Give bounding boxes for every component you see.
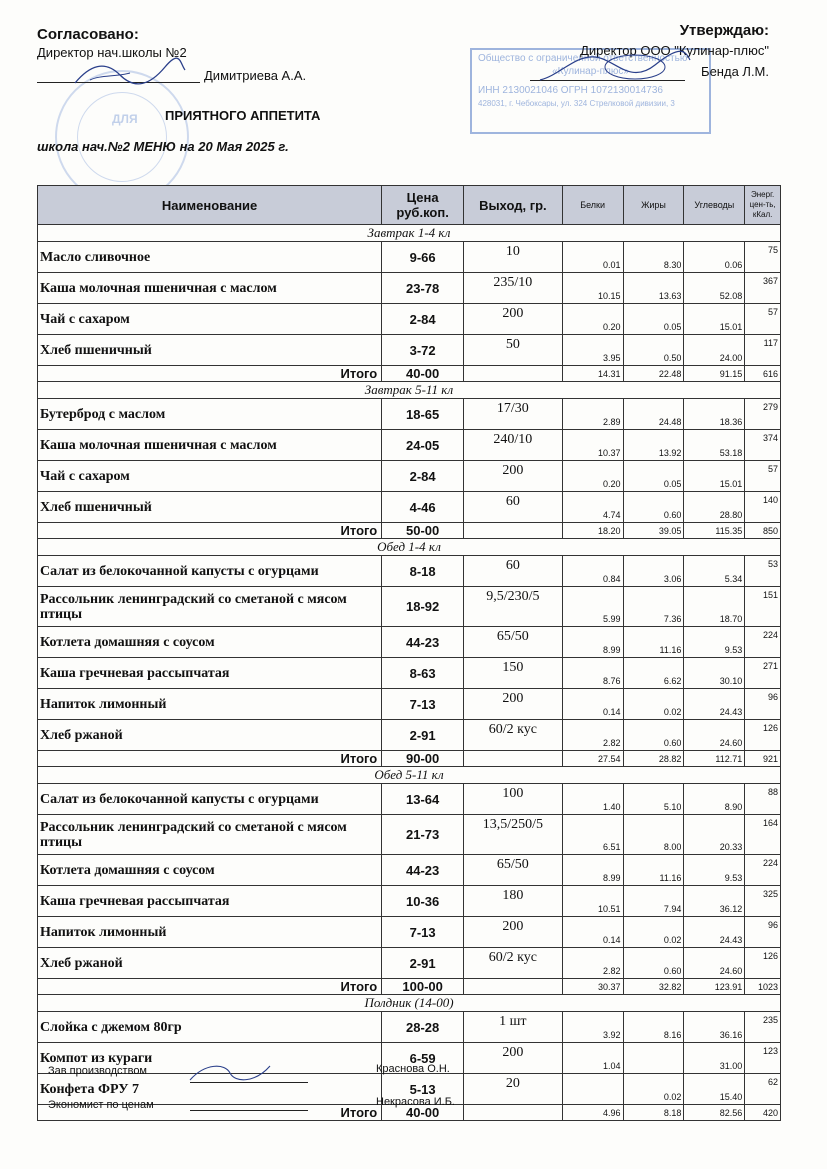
- total-kcal: 1023: [745, 979, 781, 995]
- dish-fat: 0.60: [623, 720, 684, 751]
- dish-fat: 3.06: [623, 556, 684, 587]
- dish-price: 10-36: [382, 886, 464, 917]
- total-carbs: 123.91: [684, 979, 745, 995]
- section-row: [38, 539, 781, 556]
- dish-carbs: 52.08: [684, 273, 745, 304]
- dish-protein: 2.82: [562, 720, 623, 751]
- dish-kcal: 96: [745, 917, 781, 948]
- total-price: 40-00: [382, 366, 464, 382]
- dish-yield: 200: [464, 461, 563, 492]
- table-row: [38, 627, 781, 658]
- dish-carbs: 15.40: [684, 1074, 745, 1105]
- total-label: Итого: [38, 523, 382, 539]
- dish-protein: 3.92: [562, 1012, 623, 1043]
- total-label: Итого: [38, 751, 382, 767]
- dish-protein: 6.51: [562, 815, 623, 855]
- section-row: [38, 767, 781, 784]
- production-label: Зав производством: [48, 1065, 147, 1077]
- total-price: 90-00: [382, 751, 464, 767]
- dish-kcal: 279: [745, 399, 781, 430]
- dish-price: 18-65: [382, 399, 464, 430]
- dish-yield: 200: [464, 917, 563, 948]
- total-kcal: 616: [745, 366, 781, 382]
- dish-price: 44-23: [382, 855, 464, 886]
- dish-fat: 0.02: [623, 689, 684, 720]
- dish-fat: 0.50: [623, 335, 684, 366]
- dish-carbs: 53.18: [684, 430, 745, 461]
- table-row: [38, 886, 781, 917]
- dish-carbs: 24.00: [684, 335, 745, 366]
- dish-fat: 0.05: [623, 461, 684, 492]
- total-carbs: 91.15: [684, 366, 745, 382]
- left-signature-icon: [70, 55, 190, 90]
- dish-price: 9-66: [382, 242, 464, 273]
- approve-label: Утверждаю:: [679, 22, 769, 39]
- dish-name: Рассольник ленинградский со сметаной с мясом птицы: [38, 587, 382, 627]
- right-signer: Бенда Л.М.: [701, 64, 769, 79]
- total-yield-empty: [464, 979, 563, 995]
- dish-protein: 1.04: [562, 1043, 623, 1074]
- dish-kcal: 164: [745, 815, 781, 855]
- dish-carbs: 9.53: [684, 855, 745, 886]
- dish-yield: 60/2 кус: [464, 948, 563, 979]
- dish-yield: 60/2 кус: [464, 720, 563, 751]
- dish-yield: 200: [464, 1043, 563, 1074]
- dish-yield: 180: [464, 886, 563, 917]
- dish-carbs: 24.43: [684, 689, 745, 720]
- dish-carbs: 15.01: [684, 461, 745, 492]
- dish-price: 28-28: [382, 1012, 464, 1043]
- dish-yield: 240/10: [464, 430, 563, 461]
- dish-price: 5-13: [382, 1074, 464, 1105]
- dish-yield: 20: [464, 1074, 563, 1105]
- dish-kcal: 367: [745, 273, 781, 304]
- dish-yield: 100: [464, 784, 563, 815]
- dish-kcal: 123: [745, 1043, 781, 1074]
- table-header-row: [38, 186, 781, 225]
- col-carbs-header: Углеводы: [684, 186, 745, 225]
- table-row: [38, 587, 781, 627]
- menu-body: [38, 225, 781, 1121]
- total-yield-empty: [464, 1105, 563, 1121]
- dish-yield: 60: [464, 492, 563, 523]
- dish-carbs: 36.16: [684, 1012, 745, 1043]
- dish-carbs: 18.36: [684, 399, 745, 430]
- round-stamp-text: ДЛЯ: [112, 112, 138, 126]
- dish-fat: 7.94: [623, 886, 684, 917]
- dish-protein: 0.84: [562, 556, 623, 587]
- dish-protein: 0.20: [562, 304, 623, 335]
- dish-yield: 65/50: [464, 855, 563, 886]
- table-row: [38, 784, 781, 815]
- dish-carbs: 20.33: [684, 815, 745, 855]
- dish-protein: 10.15: [562, 273, 623, 304]
- menu-subtitle: школа нач.№2 МЕНЮ на 20 Мая 2025 г.: [37, 139, 289, 154]
- dish-carbs: 15.01: [684, 304, 745, 335]
- dish-name: Каша гречневая рассыпчатая: [38, 658, 382, 689]
- total-protein: 14.31: [562, 366, 623, 382]
- table-row: [38, 815, 781, 855]
- dish-price: 13-64: [382, 784, 464, 815]
- table-row: [38, 689, 781, 720]
- dish-kcal: 53: [745, 556, 781, 587]
- total-row: [38, 979, 781, 995]
- col-yield-header: Выход, гр.: [464, 186, 563, 225]
- dish-name: Хлеб ржаной: [38, 948, 382, 979]
- dish-protein: 2.82: [562, 948, 623, 979]
- dish-price: 7-13: [382, 917, 464, 948]
- dish-name: Хлеб пшеничный: [38, 492, 382, 523]
- dish-price: 3-72: [382, 335, 464, 366]
- dish-fat: 5.10: [623, 784, 684, 815]
- right-position: Директор ООО "Кулинар-плюс": [580, 43, 769, 58]
- dish-protein: 5.99: [562, 587, 623, 627]
- dish-price: 21-73: [382, 815, 464, 855]
- dish-yield: 235/10: [464, 273, 563, 304]
- total-kcal: 850: [745, 523, 781, 539]
- table-row: [38, 461, 781, 492]
- dish-price: 2-91: [382, 948, 464, 979]
- dish-protein: 8.99: [562, 855, 623, 886]
- section-title: Завтрак 1-4 кл: [38, 225, 781, 242]
- dish-fat: 0.05: [623, 304, 684, 335]
- dish-protein: 0.14: [562, 689, 623, 720]
- total-fat: 28.82: [623, 751, 684, 767]
- dish-name: Салат из белокочанной капусты с огурцами: [38, 784, 382, 815]
- stamp-line-1: Общество с ограниченной ответственностью: [478, 53, 688, 64]
- dish-kcal: 325: [745, 886, 781, 917]
- section-row: [38, 382, 781, 399]
- economist-signer: Некрасова И.Б.: [376, 1096, 455, 1108]
- dish-price: 8-18: [382, 556, 464, 587]
- dish-kcal: 235: [745, 1012, 781, 1043]
- dish-price: 6-59: [382, 1043, 464, 1074]
- dish-kcal: 126: [745, 948, 781, 979]
- dish-name: Напиток лимонный: [38, 689, 382, 720]
- dish-fat: [623, 1043, 684, 1074]
- stamp-line-2: «Кулинар-плюс»: [552, 66, 629, 77]
- dish-name: Конфета ФРУ 7: [38, 1074, 382, 1105]
- dish-name: Хлеб ржаной: [38, 720, 382, 751]
- economist-signature-line: [190, 1110, 308, 1111]
- total-row: [38, 523, 781, 539]
- dish-fat: 7.36: [623, 587, 684, 627]
- total-yield-empty: [464, 366, 563, 382]
- dish-price: 7-13: [382, 689, 464, 720]
- total-label: Итого: [38, 979, 382, 995]
- dish-kcal: 126: [745, 720, 781, 751]
- dish-price: 2-84: [382, 304, 464, 335]
- wish-text: ПРИЯТНОГО АППЕТИТА: [165, 108, 321, 123]
- table-row: [38, 556, 781, 587]
- dish-kcal: 62: [745, 1074, 781, 1105]
- dish-fat: 8.30: [623, 242, 684, 273]
- dish-fat: 24.48: [623, 399, 684, 430]
- dish-carbs: 18.70: [684, 587, 745, 627]
- dish-carbs: 24.60: [684, 948, 745, 979]
- dish-yield: 13,5/250/5: [464, 815, 563, 855]
- dish-yield: 60: [464, 556, 563, 587]
- dish-protein: 0.14: [562, 917, 623, 948]
- dish-name: Чай с сахаром: [38, 461, 382, 492]
- total-label: Итого: [38, 1105, 382, 1121]
- dish-carbs: 36.12: [684, 886, 745, 917]
- table-row: [38, 273, 781, 304]
- dish-carbs: 8.90: [684, 784, 745, 815]
- dish-kcal: 140: [745, 492, 781, 523]
- section-title: Обед 5-11 кл: [38, 767, 781, 784]
- dish-protein: 0.20: [562, 461, 623, 492]
- dish-kcal: 75: [745, 242, 781, 273]
- dish-fat: 8.16: [623, 1012, 684, 1043]
- dish-name: Каша молочная пшеничная с маслом: [38, 430, 382, 461]
- total-kcal: 420: [745, 1105, 781, 1121]
- dish-yield: 1 шт: [464, 1012, 563, 1043]
- table-row: [38, 304, 781, 335]
- dish-carbs: 5.34: [684, 556, 745, 587]
- dish-protein: 8.76: [562, 658, 623, 689]
- dish-price: 2-91: [382, 720, 464, 751]
- dish-fat: 13.63: [623, 273, 684, 304]
- dish-fat: 0.60: [623, 948, 684, 979]
- dish-yield: 17/30: [464, 399, 563, 430]
- total-row: [38, 366, 781, 382]
- dish-protein: 8.99: [562, 627, 623, 658]
- dish-kcal: 374: [745, 430, 781, 461]
- menu-table: [37, 185, 781, 1121]
- dish-protein: 3.95: [562, 335, 623, 366]
- dish-fat: 0.02: [623, 917, 684, 948]
- table-row: [38, 492, 781, 523]
- dish-protein: 10.51: [562, 886, 623, 917]
- dish-protein: 10.37: [562, 430, 623, 461]
- dish-protein: 4.74: [562, 492, 623, 523]
- dish-yield: 65/50: [464, 627, 563, 658]
- dish-yield: 200: [464, 689, 563, 720]
- stamp-line-3: ИНН 2130021046 ОГРН 1072130014736: [478, 85, 663, 96]
- total-protein: 27.54: [562, 751, 623, 767]
- dish-fat: 11.16: [623, 855, 684, 886]
- table-row: [38, 399, 781, 430]
- dish-fat: 0.60: [623, 492, 684, 523]
- total-price: 50-00: [382, 523, 464, 539]
- section-title: Обед 1-4 кл: [38, 539, 781, 556]
- dish-kcal: 271: [745, 658, 781, 689]
- dish-protein: 1.40: [562, 784, 623, 815]
- total-yield-empty: [464, 751, 563, 767]
- dish-yield: 200: [464, 304, 563, 335]
- dish-name: Чай с сахаром: [38, 304, 382, 335]
- table-row: [38, 658, 781, 689]
- dish-carbs: 28.80: [684, 492, 745, 523]
- dish-protein: 2.89: [562, 399, 623, 430]
- dish-name: Котлета домашняя с соусом: [38, 855, 382, 886]
- economist-label: Экономист по ценам: [48, 1099, 154, 1111]
- col-name-header: Наименование: [38, 186, 382, 225]
- dish-fat: 6.62: [623, 658, 684, 689]
- table-row: [38, 1012, 781, 1043]
- total-row: [38, 751, 781, 767]
- total-price: 40-00: [382, 1105, 464, 1121]
- dish-fat: 0.02: [623, 1074, 684, 1105]
- dish-name: Хлеб пшеничный: [38, 335, 382, 366]
- dish-kcal: 224: [745, 627, 781, 658]
- dish-carbs: 9.53: [684, 627, 745, 658]
- total-yield-empty: [464, 523, 563, 539]
- total-fat: 39.05: [623, 523, 684, 539]
- section-title: Полдник (14-00): [38, 995, 781, 1012]
- dish-name: Каша гречневая рассыпчатая: [38, 886, 382, 917]
- total-price: 100-00: [382, 979, 464, 995]
- table-row: [38, 720, 781, 751]
- dish-protein: [562, 1074, 623, 1105]
- col-fat-header: Жиры: [623, 186, 684, 225]
- col-energy-header: Энерг. цен-ть, кКал.: [745, 186, 781, 225]
- dish-kcal: 88: [745, 784, 781, 815]
- dish-carbs: 31.00: [684, 1043, 745, 1074]
- section-title: Завтрак 5-11 кл: [38, 382, 781, 399]
- production-signer: Краснова О.Н.: [376, 1063, 450, 1075]
- total-carbs: 82.56: [684, 1105, 745, 1121]
- left-position: Директор нач.школы №2: [37, 45, 187, 60]
- dish-price: 44-23: [382, 627, 464, 658]
- dish-kcal: 151: [745, 587, 781, 627]
- dish-yield: 50: [464, 335, 563, 366]
- total-kcal: 921: [745, 751, 781, 767]
- dish-price: 8-63: [382, 658, 464, 689]
- total-label: Итого: [38, 366, 382, 382]
- left-signer: Димитриева А.А.: [204, 68, 307, 83]
- round-stamp: [55, 70, 189, 204]
- table-row: [38, 855, 781, 886]
- dish-name: Напиток лимонный: [38, 917, 382, 948]
- dish-kcal: 96: [745, 689, 781, 720]
- table-row: [38, 430, 781, 461]
- col-protein-header: Белки: [562, 186, 623, 225]
- dish-kcal: 224: [745, 855, 781, 886]
- dish-fat: 11.16: [623, 627, 684, 658]
- dish-kcal: 57: [745, 304, 781, 335]
- total-protein: 18.20: [562, 523, 623, 539]
- dish-name: Слойка с джемом 80гр: [38, 1012, 382, 1043]
- dish-name: Компот из кураги: [38, 1043, 382, 1074]
- dish-carbs: 24.43: [684, 917, 745, 948]
- dish-name: Каша молочная пшеничная с маслом: [38, 273, 382, 304]
- agreed-label: Согласовано:: [37, 26, 139, 43]
- table-row: [38, 335, 781, 366]
- total-fat: 32.82: [623, 979, 684, 995]
- dish-price: 23-78: [382, 273, 464, 304]
- dish-price: 18-92: [382, 587, 464, 627]
- dish-name: Котлета домашняя с соусом: [38, 627, 382, 658]
- dish-name: Масло сливочное: [38, 242, 382, 273]
- dish-yield: 10: [464, 242, 563, 273]
- dish-kcal: 57: [745, 461, 781, 492]
- table-row: [38, 917, 781, 948]
- right-signature-icon: [535, 45, 695, 90]
- section-row: [38, 995, 781, 1012]
- dish-price: 24-05: [382, 430, 464, 461]
- dish-price: 2-84: [382, 461, 464, 492]
- dish-fat: 8.00: [623, 815, 684, 855]
- dish-carbs: 0.06: [684, 242, 745, 273]
- dish-carbs: 30.10: [684, 658, 745, 689]
- section-row: [38, 225, 781, 242]
- table-row: [38, 242, 781, 273]
- dish-fat: 13.92: [623, 430, 684, 461]
- total-protein: 30.37: [562, 979, 623, 995]
- stamp-line-4: 428031, г. Чебоксары, ул. 324 Стрелковой дивизии, 3: [478, 99, 675, 108]
- dish-kcal: 117: [745, 335, 781, 366]
- dish-protein: 0.01: [562, 242, 623, 273]
- total-fat: 8.18: [623, 1105, 684, 1121]
- dish-yield: 9,5/230/5: [464, 587, 563, 627]
- dish-name: Бутерброд с маслом: [38, 399, 382, 430]
- table-row: [38, 948, 781, 979]
- dish-carbs: 24.60: [684, 720, 745, 751]
- dish-price: 4-46: [382, 492, 464, 523]
- total-carbs: 112.71: [684, 751, 745, 767]
- dish-name: Салат из белокочанной капусты с огурцами: [38, 556, 382, 587]
- col-price-header: Цена руб.коп.: [382, 186, 464, 225]
- total-carbs: 115.35: [684, 523, 745, 539]
- dish-name: Рассольник ленинградский со сметаной с мясом птицы: [38, 815, 382, 855]
- dish-yield: 150: [464, 658, 563, 689]
- total-fat: 22.48: [623, 366, 684, 382]
- total-protein: 4.96: [562, 1105, 623, 1121]
- production-signature-icon: [185, 1058, 275, 1086]
